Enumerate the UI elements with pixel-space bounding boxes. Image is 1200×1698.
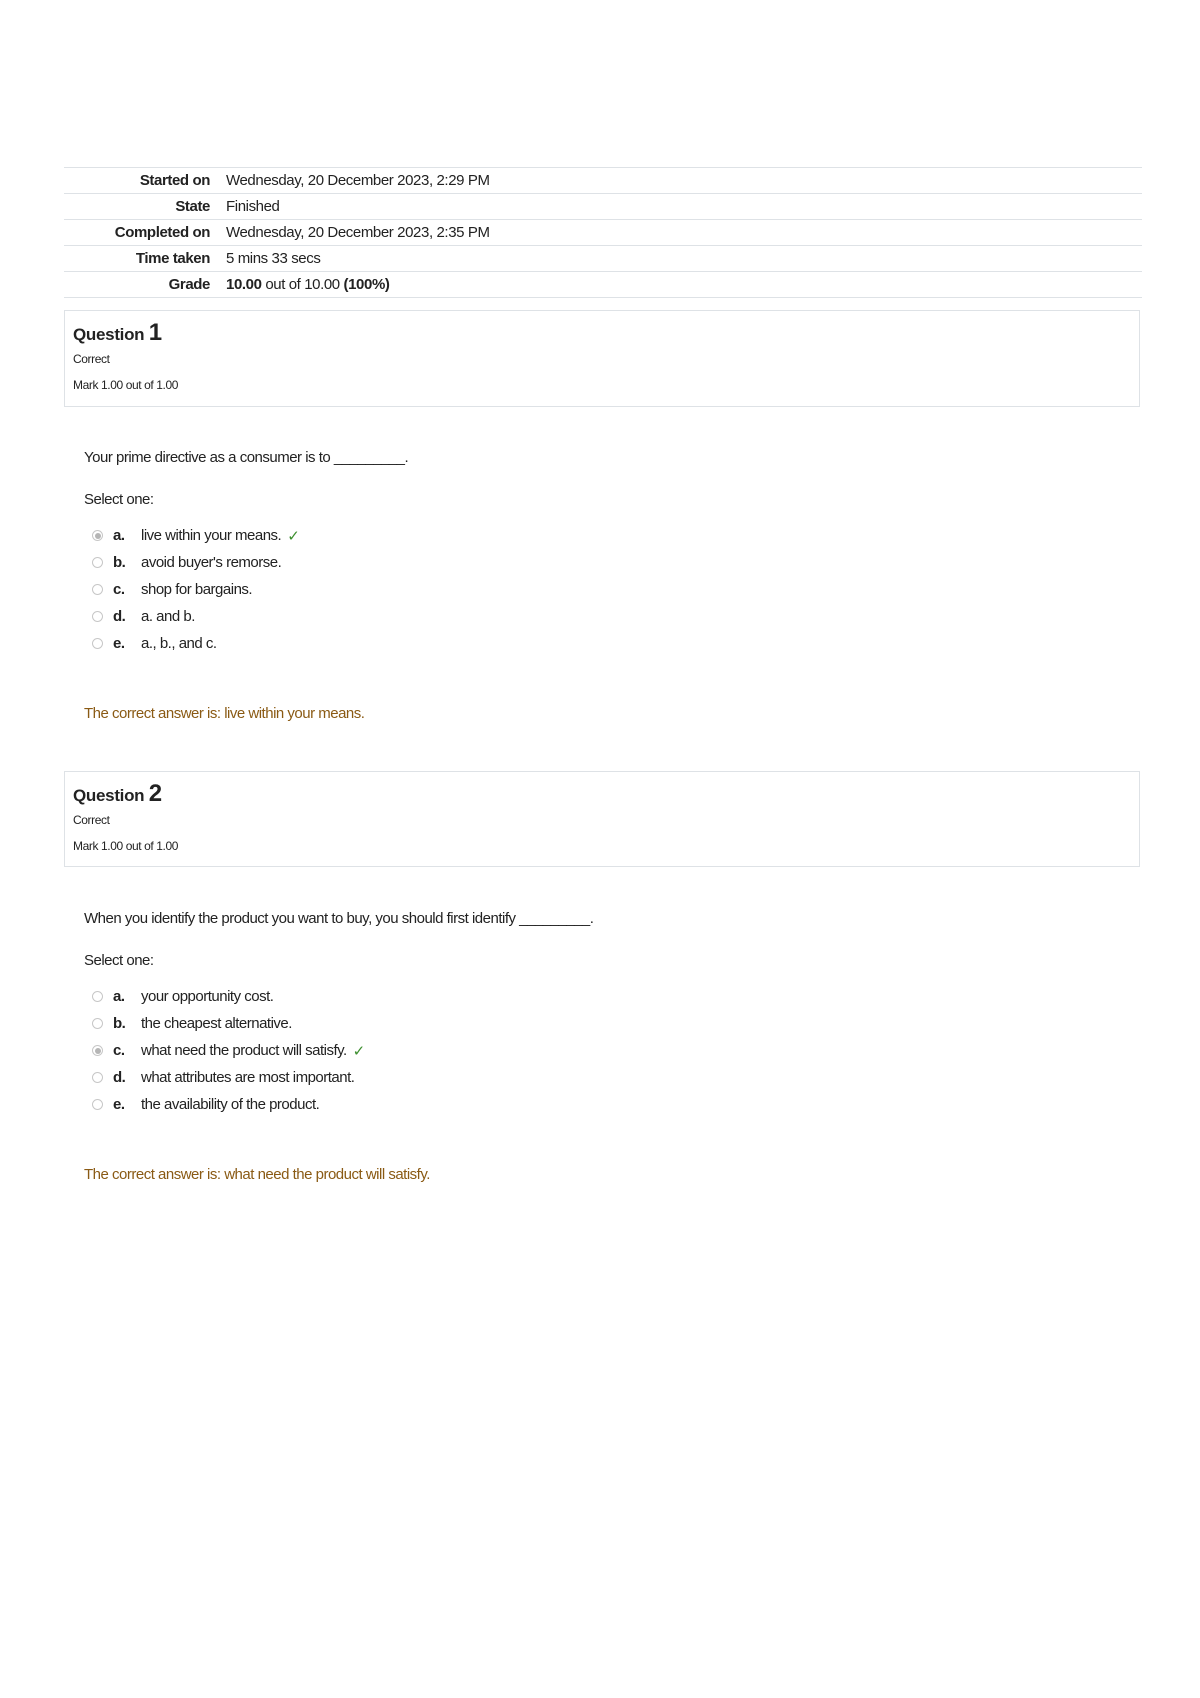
summary-row-state [64,194,1142,220]
answer-text: your opportunity cost. [141,988,274,1005]
time-taken-label: Time taken [64,246,222,272]
answer-text: a. and b. [141,608,195,625]
answer-option[interactable] [92,603,299,630]
answer-option[interactable] [92,549,299,576]
question-1-info [64,310,1140,407]
grade-percent: (100%) [343,276,390,293]
time-taken-value: 5 mins 33 secs [222,246,1142,272]
question-1-select-label: Select one: [84,491,154,508]
question-2-select-label: Select one: [84,952,154,969]
answer-option[interactable] [92,1064,365,1091]
question-2-title [73,781,1139,809]
answer-text: shop for bargains. [141,581,253,598]
correct-check-icon: ✓ [287,527,300,545]
answer-letter: b. [113,554,126,571]
question-1-text: Your prime directive as a consumer is to _________. [84,449,409,466]
radio-button[interactable] [92,1072,103,1083]
radio-button[interactable] [92,638,103,649]
answer-letter: a. [113,988,125,1005]
answer-text: the cheapest alternative. [141,1015,292,1032]
answer-letter: b. [113,1015,126,1032]
question-1-answers [92,522,299,657]
started-value: Wednesday, 20 December 2023, 2:29 PM [222,168,1142,194]
answer-letter: e. [113,635,125,652]
question-2-mark: Mark 1.00 out of 1.00 [73,839,179,853]
question-1-label: Question [73,325,145,344]
answer-option[interactable] [92,983,365,1010]
completed-value: Wednesday, 20 December 2023, 2:35 PM [222,220,1142,246]
radio-button[interactable] [92,557,103,568]
completed-label: Completed on [64,220,222,246]
grade-score: 10.00 [226,276,262,293]
grade-label: Grade [64,272,222,298]
question-1-state: Correct [73,352,110,366]
radio-button[interactable] [92,530,103,541]
answer-text: what attributes are most important. [141,1069,355,1086]
answer-letter: d. [113,608,126,625]
radio-button[interactable] [92,1045,103,1056]
question-1-number: 1 [148,319,162,346]
radio-button[interactable] [92,1018,103,1029]
attempt-summary-table [64,167,1142,298]
answer-text: what need the product will satisfy. [141,1042,347,1059]
question-1-mark: Mark 1.00 out of 1.00 [73,378,179,392]
answer-option[interactable] [92,576,299,603]
radio-button[interactable] [92,1099,103,1110]
answer-option[interactable] [92,1091,365,1118]
answer-letter: c. [113,1042,125,1059]
answer-text: a., b., and c. [141,635,217,652]
answer-letter: c. [113,581,125,598]
answer-text: live within your means. [141,527,282,544]
grade-text: out of 10.00 [261,276,344,293]
radio-button[interactable] [92,584,103,595]
summary-row-completed [64,220,1142,246]
radio-button[interactable] [92,991,103,1002]
answer-letter: e. [113,1096,125,1113]
grade-value [222,272,1142,298]
summary-row-grade [64,272,1142,298]
summary-row-started [64,168,1142,194]
answer-option[interactable] [92,630,299,657]
summary-row-time [64,246,1142,272]
question-2-number: 2 [148,780,162,807]
answer-option[interactable] [92,1010,365,1037]
question-1-title [73,320,1139,348]
answer-text: avoid buyer's remorse. [141,554,282,571]
answer-letter: d. [113,1069,126,1086]
question-2-answers [92,983,365,1118]
started-label: Started on [64,168,222,194]
question-2-feedback: The correct answer is: what need the product will satisfy. [84,1166,430,1183]
answer-letter: a. [113,527,125,544]
correct-check-icon: ✓ [352,1042,365,1060]
answer-option[interactable] [92,1037,365,1064]
question-2-text: When you identify the product you want to buy, you should first identify _________. [84,910,594,927]
state-value: Finished [222,194,1142,220]
radio-button[interactable] [92,611,103,622]
question-2-state: Correct [73,813,110,827]
question-2-info [64,771,1140,867]
answer-option[interactable] [92,522,299,549]
answer-text: the availability of the product. [141,1096,320,1113]
question-2-label: Question [73,786,145,805]
state-label: State [64,194,222,220]
question-1-feedback: The correct answer is: live within your means. [84,705,365,722]
